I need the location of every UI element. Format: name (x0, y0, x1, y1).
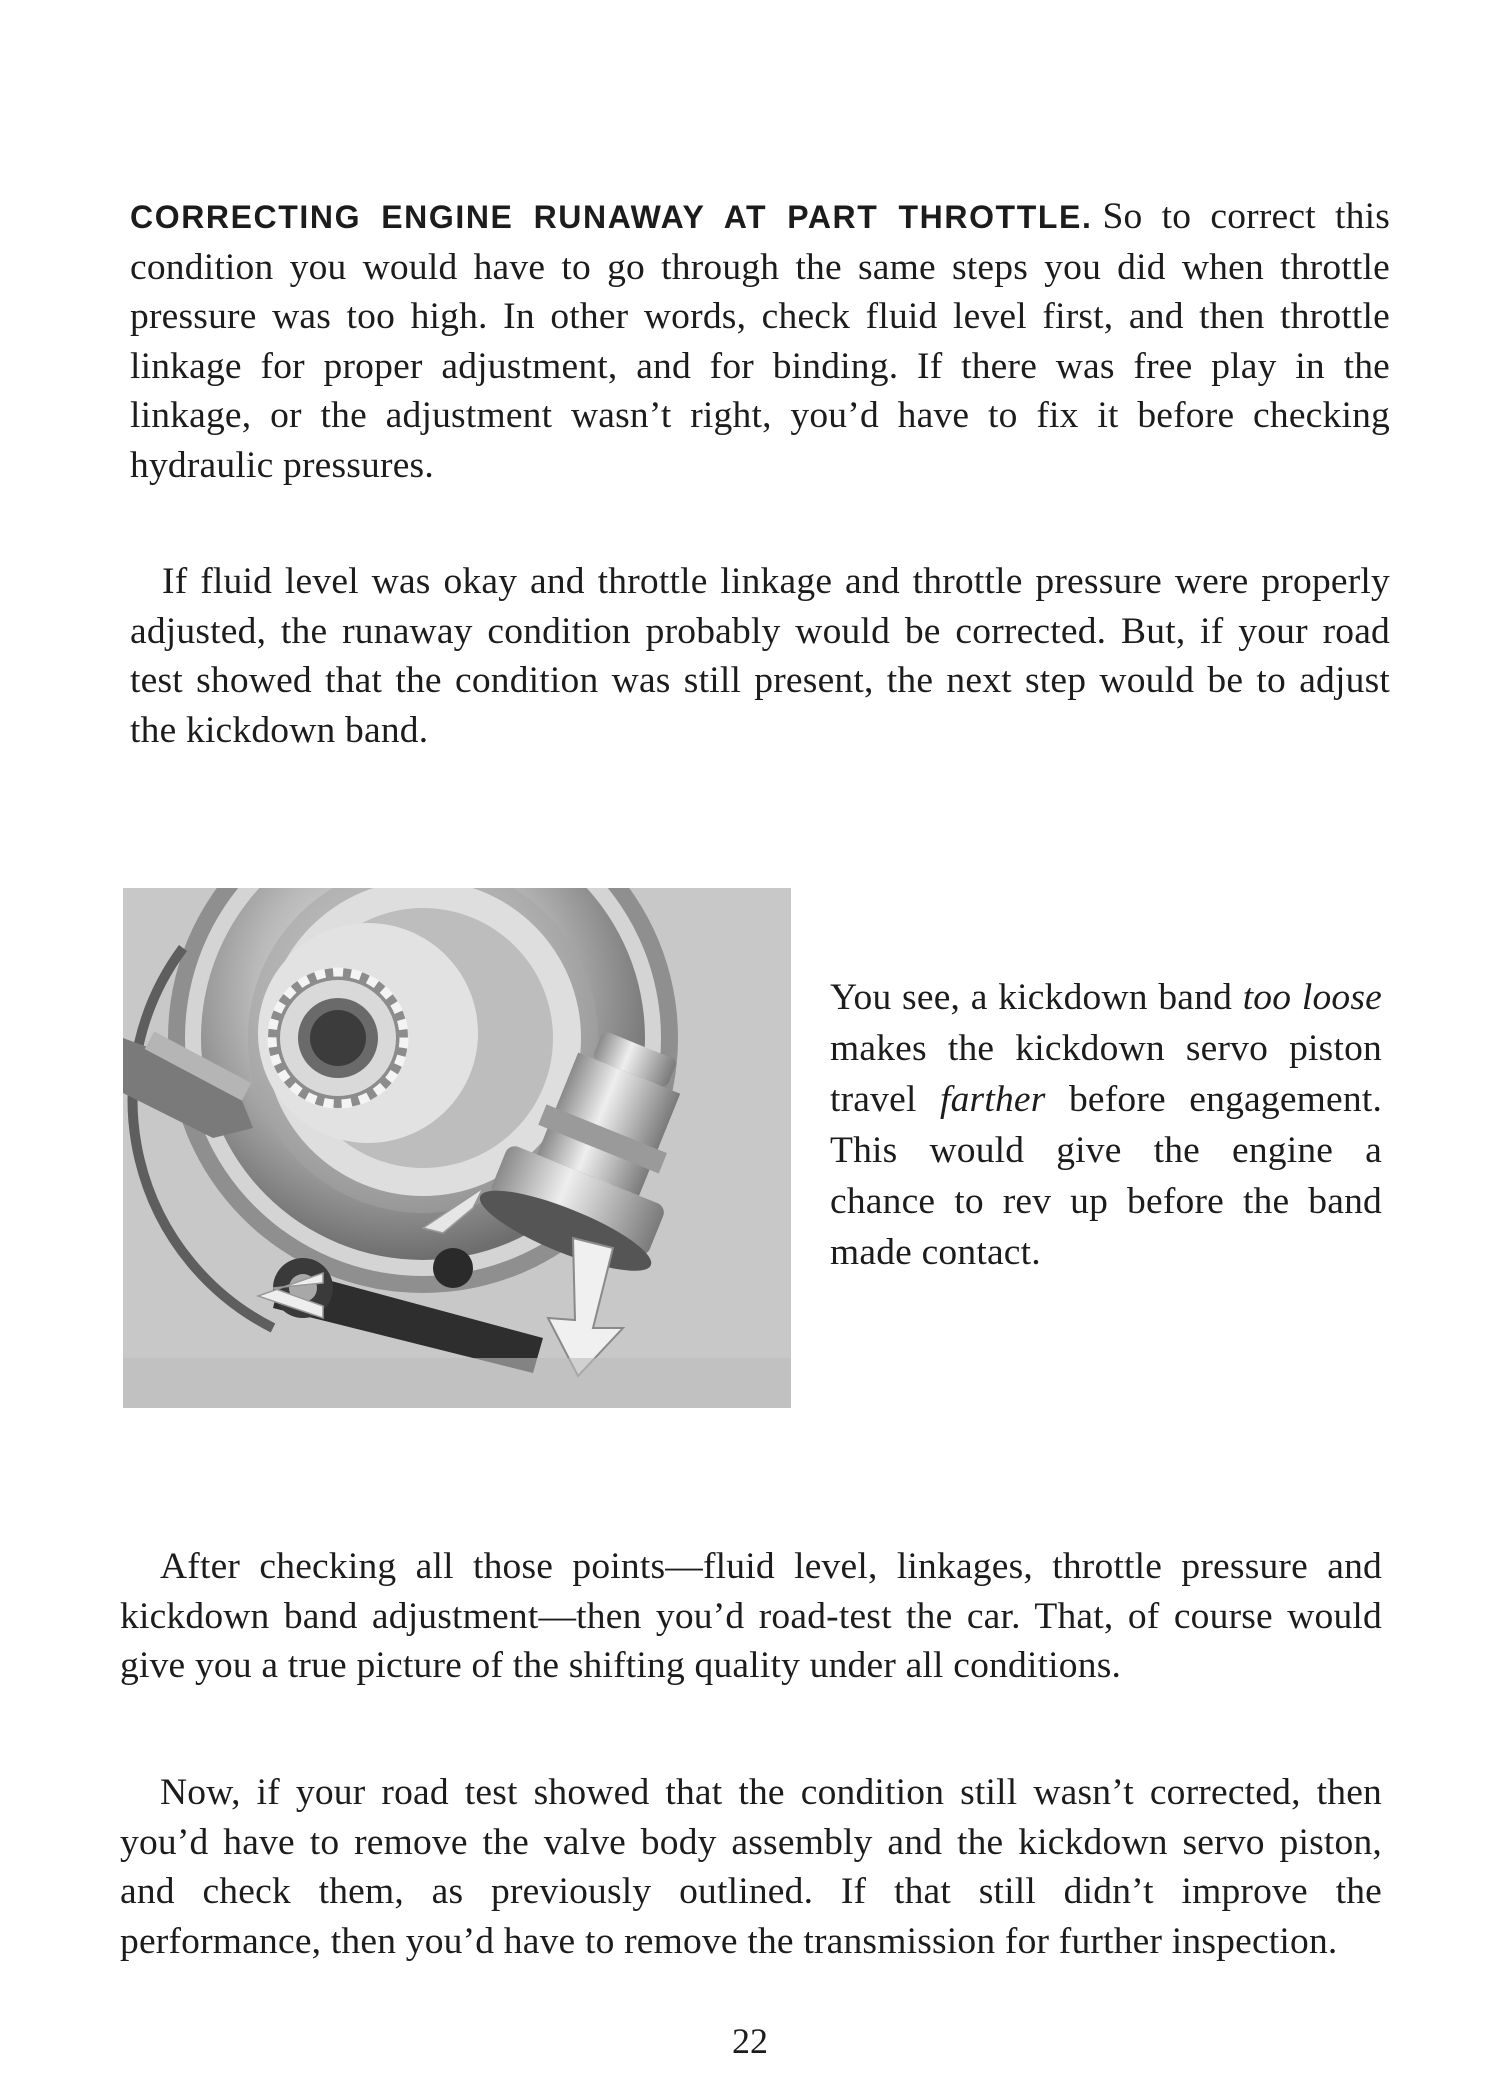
page-number: 22 (732, 2021, 768, 2061)
paragraph-fluid-level: If fluid level was okay and throttle linkage and throttle pressure were properly adjusted, the runaway condition probably would be corrected. But, if your road test showed that the condition was still present, the next step would be to adjust the kickdown band. (130, 561, 1390, 751)
paragraph-after-checking: After checking all those points—fluid level, linkages, throttle pressure and kickdown band adjustment—then you’d road-test the car. That, of course would give you a true picture of the shifting quality under all conditions. (120, 1546, 1382, 1686)
caption-part-3: before engagement. This would give the engine a chance to rev up before the band made contact. (830, 1079, 1383, 1273)
figure-caption (830, 972, 1382, 1278)
caption-part-2: makes the kickdown servo piston travel (830, 1028, 1382, 1120)
section-intro-text: So to correct this condition you would have to go through the same steps you did when throttle pressure was too high. In other words, check fluid level first, and then throttle linkage for proper adjustment, and for binding. If there was free play in the linkage, or the adjustment wasn’t right, you’d have to fix it before checking hydraulic pressures. (130, 196, 1390, 486)
caption-emphasis-too-loose: too loose (1242, 977, 1382, 1018)
caption-part-1: You see, a kickdown band (830, 977, 1233, 1018)
kickdown-band-photo (123, 888, 791, 1408)
paragraph-road-test: Now, if your road test showed that the condition still wasn’t corrected, then you’d have to remove the valve body assembly and the kickdown servo piston, and check them, as previously outlined. If that still didn’t improve the performance, then you’d have to remove the transmission for further inspection. (120, 1772, 1382, 1962)
section-heading: CORRECTING ENGINE RUNAWAY AT PART THROTTLE. (130, 199, 1093, 235)
section-paragraph (130, 192, 1390, 490)
caption-emphasis-farther: farther (939, 1079, 1046, 1120)
